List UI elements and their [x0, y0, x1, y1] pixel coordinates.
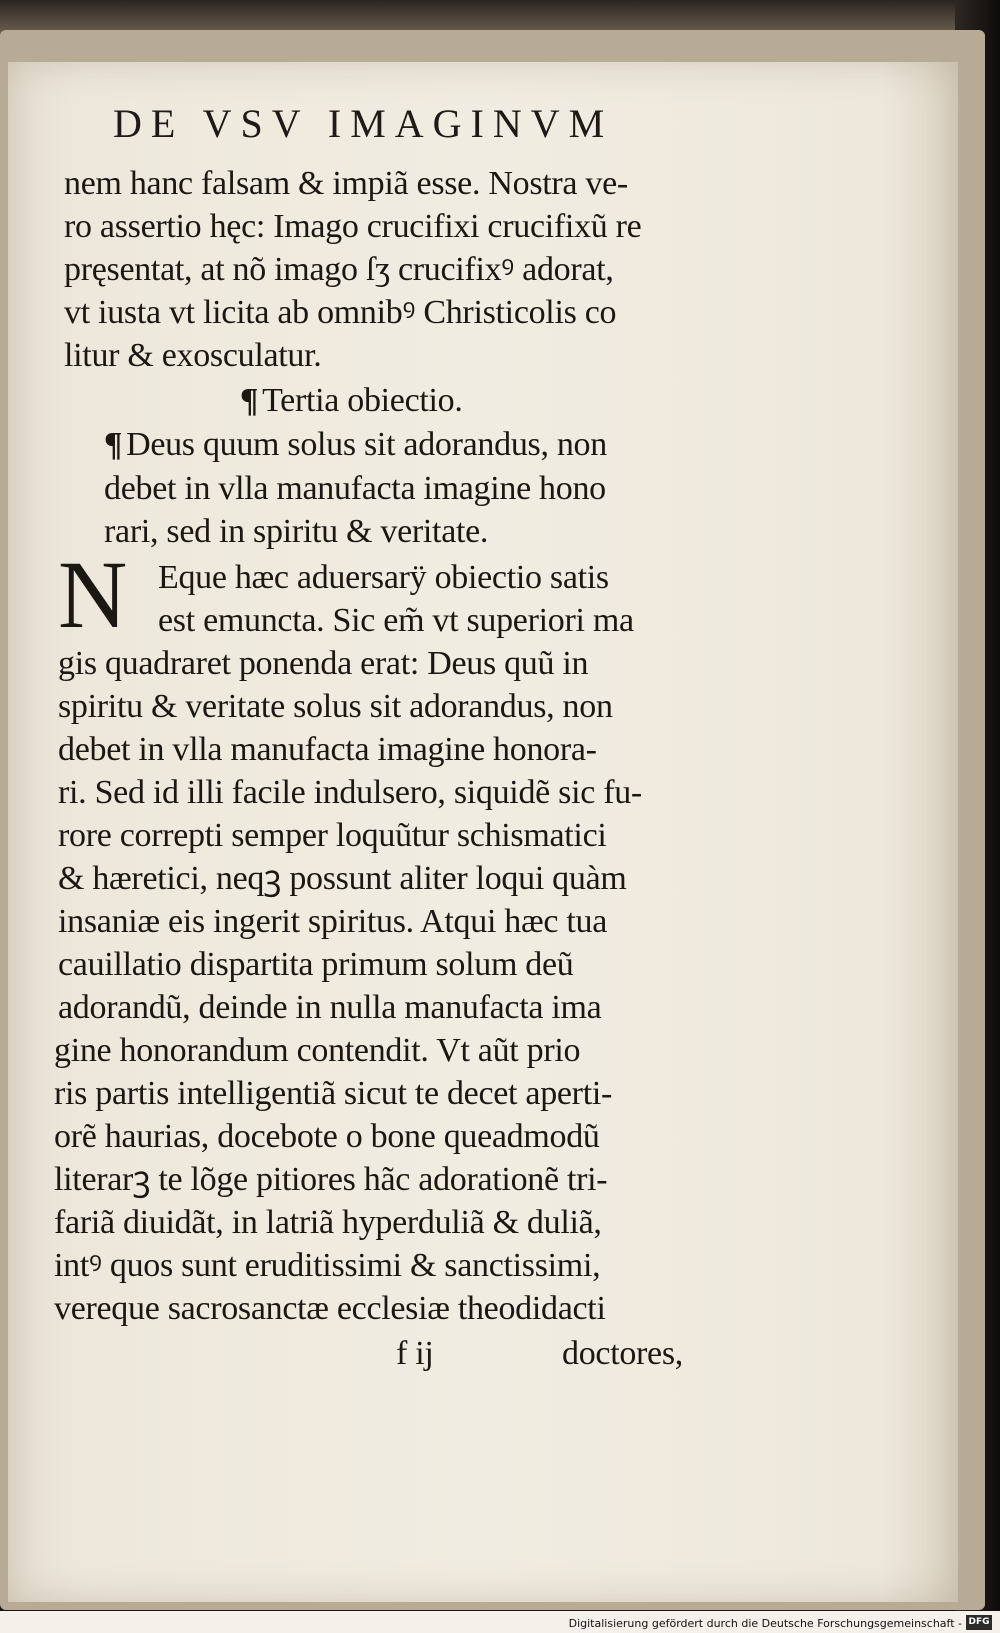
text-line-16: rore correpti semper loquũtur schismatici [58, 817, 607, 854]
text-line-20: adorandũ, deinde in nulla manufacta ima [58, 989, 602, 1026]
text-line-23: orẽ haurias, docebote o bone queadmodũ [54, 1118, 600, 1155]
text-line-18: insaniæ eis ingerit spiritus. Atqui hæc tua [58, 903, 608, 940]
text-line-15: ri. Sed id illi facile indulsero, siquidẽ sic fu- [58, 774, 642, 811]
objection-text: Deus quum solus sit adorandus, non [126, 426, 607, 463]
text-line-24: literarꝫ te lõge pitiores hãc adorationẽ tri- [54, 1161, 608, 1198]
dropcap-initial: N [58, 541, 128, 648]
signature-mark: f ij [396, 1335, 434, 1372]
text-line-12: gis quadraret ponenda erat: Deus quũ in [58, 645, 589, 682]
text-line-25: fariã diuidãt, in latriã hyperduliã & duliã, [54, 1204, 602, 1241]
catchword: doctores, [562, 1335, 683, 1372]
scan-credit-text: Digitalisierung gefördert durch die Deutsche Forschungsgemeinschaft - [568, 1617, 962, 1630]
text-line-5: litur & exosculatur. [64, 337, 322, 374]
text-line-21: gine honorandum contendit. Vt aũt prio [54, 1032, 581, 1069]
text-line-3: pręsentat, at nõ imago ſʒ crucifixꝰ adorat, [64, 251, 614, 288]
text-line-4: vt iusta vt licita ab omnibꝰ Christicolis co [64, 294, 617, 331]
section-heading [240, 380, 463, 422]
text-line-27: vereque sacrosanctæ ecclesiæ theodidacti [54, 1290, 606, 1327]
text-line-14: debet in vlla manufacta imagine honora- [58, 731, 597, 768]
text-line-26: intꝰ quos sunt eruditissimi & sanctissimi, [54, 1247, 601, 1284]
pilcrow-icon: ¶ [104, 426, 123, 463]
objection-line-3: rari, sed in spiritu & veritate. [104, 513, 489, 550]
objection-line-2: debet in vlla manufacta imagine hono [104, 470, 606, 507]
text-line-2: ro assertio hęc: Imago crucifixi crucifixũ re [64, 208, 642, 245]
section-heading-text: Tertia obiectio. [262, 382, 463, 419]
text-line-11: est emuncta. Sic em̃ vt superiori ma [158, 602, 634, 639]
objection-line-1 [104, 424, 607, 466]
text-line-10: Eque hæc aduersarÿ obiectio satis [158, 559, 609, 596]
text-line-13: spiritu & veritate solus sit adorandus, non [58, 688, 613, 725]
pilcrow-icon: ¶ [240, 382, 259, 419]
text-line-19: cauillatio dispartita primum solum deũ [58, 946, 574, 983]
running-head: DE VSV IMAGINVM [113, 101, 614, 146]
text-line-22: ris partis intelligentiã sicut te decet aperti- [54, 1075, 613, 1112]
text-line-17: & hæretici, neqꝫ possunt aliter loqui quàm [58, 860, 627, 897]
dfg-logo-icon: DFG [966, 1615, 992, 1630]
text-line-1: nem hanc falsam & impiã esse. Nostra ve- [64, 165, 628, 202]
